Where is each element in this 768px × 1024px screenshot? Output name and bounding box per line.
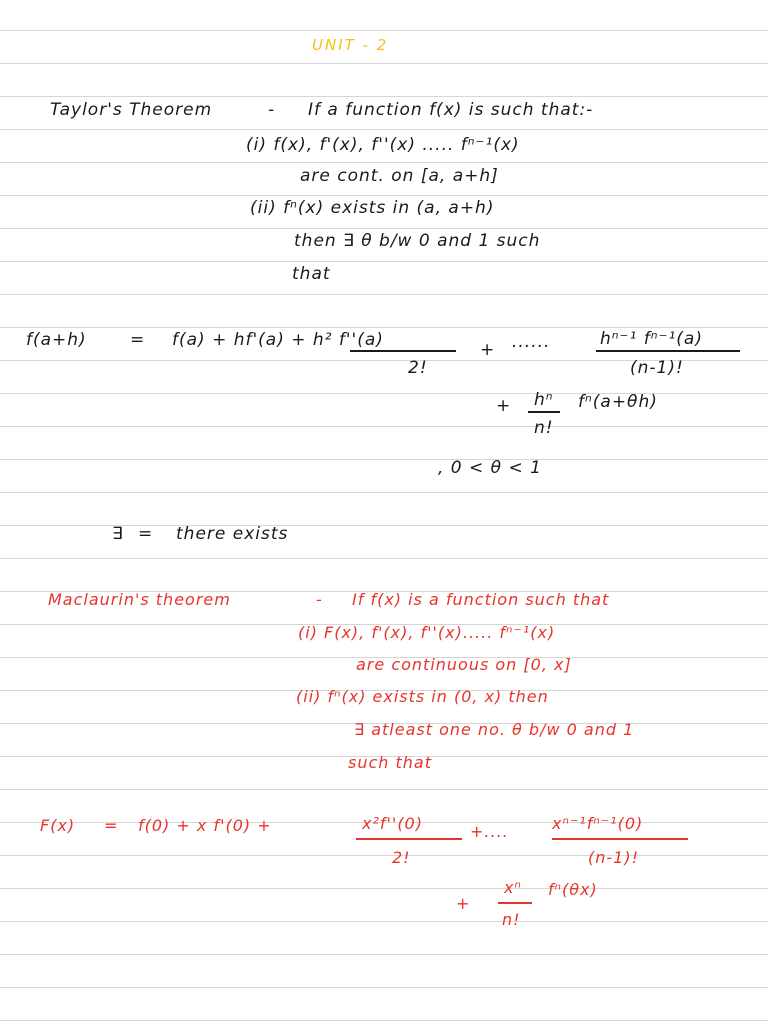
maclaurin-fraction-bar-1 <box>356 838 462 840</box>
maclaurin-condition-2: (ii) fⁿ(x) exists in (0, x) then <box>296 687 549 706</box>
maclaurin-condition-1b: are continuous on [0, x] <box>356 655 572 674</box>
maclaurin-formula-numerator-3: xⁿ <box>504 878 522 897</box>
taylor-formula-term-3: fⁿ(a+θh) <box>578 392 658 412</box>
maclaurin-fraction-bar-2 <box>552 838 688 840</box>
taylor-formula-plus-1: + <box>480 340 496 360</box>
maclaurin-formula-numerator-1: x²f''(0) <box>362 814 423 833</box>
maclaurin-dash: - <box>316 590 323 609</box>
maclaurin-formula-term-1: f(0) + x f'(0) + <box>138 816 272 835</box>
taylor-formula-equals: = <box>130 330 146 350</box>
taylor-theta-condition: , 0 < θ < 1 <box>438 458 542 478</box>
maclaurin-formula-denominator-2: (n-1)! <box>588 848 639 867</box>
taylor-formula-numerator-3: hⁿ <box>534 390 554 410</box>
legend-equals: = <box>138 524 154 544</box>
taylor-fraction-bar-1 <box>350 350 456 352</box>
unit-title: UNIT - 2 <box>312 36 389 54</box>
taylor-condition-1: (i) f(x), f'(x), f''(x) ..... fⁿ⁻¹(x) <box>246 135 520 155</box>
taylor-formula-term-1: f(a) + hf'(a) + h² f''(a) <box>172 330 384 350</box>
maclaurin-condition-1: (i) F(x), f'(x), f''(x)..... fⁿ⁻¹(x) <box>298 623 556 642</box>
taylor-dash: - <box>268 100 276 120</box>
taylor-formula-plus-2: + <box>496 396 512 416</box>
taylor-fraction-bar-2 <box>596 350 740 352</box>
taylor-condition-1b: are cont. on [a, a+h] <box>300 166 499 186</box>
taylor-formula-denominator-2: (n-1)! <box>630 358 684 378</box>
taylor-heading: Taylor's Theorem <box>50 100 213 120</box>
exists-symbol: ∃ <box>112 524 124 544</box>
maclaurin-exists: ∃ atleast one no. θ b/w 0 and 1 <box>354 720 635 739</box>
taylor-formula-dots: ...... <box>512 332 551 352</box>
maclaurin-heading: Maclaurin's theorem <box>48 590 231 609</box>
taylor-formula-denominator-3: n! <box>534 418 554 438</box>
maclaurin-such-that: such that <box>348 753 432 772</box>
maclaurin-formula-equals: = <box>104 816 119 835</box>
maclaurin-fraction-bar-3 <box>498 902 532 904</box>
legend-text: there exists <box>176 524 289 544</box>
maclaurin-formula-denominator-3: n! <box>502 910 521 929</box>
maclaurin-formula-lhs: F(x) <box>40 816 76 835</box>
taylor-formula-lhs: f(a+h) <box>26 330 87 350</box>
taylor-then: then ∃ θ b/w 0 and 1 such <box>294 231 541 251</box>
taylor-that: that <box>292 264 331 284</box>
maclaurin-intro: If f(x) is a function such that <box>352 590 610 609</box>
maclaurin-formula-denominator-1: 2! <box>392 848 411 867</box>
taylor-condition-2: (ii) fⁿ(x) exists in (a, a+h) <box>250 198 495 218</box>
taylor-fraction-bar-3 <box>528 411 560 413</box>
taylor-formula-term-2: hⁿ⁻¹ fⁿ⁻¹(a) <box>600 329 703 349</box>
taylor-formula-denominator-1: 2! <box>408 358 428 378</box>
maclaurin-formula-numerator-2: xⁿ⁻¹fⁿ⁻¹(0) <box>552 814 644 833</box>
maclaurin-formula-plus-2: + <box>456 894 471 913</box>
maclaurin-formula-plus-1: +.... <box>470 822 509 841</box>
maclaurin-formula-term-3: fⁿ(θx) <box>548 880 598 899</box>
taylor-intro: If a function f(x) is such that:- <box>308 100 594 120</box>
